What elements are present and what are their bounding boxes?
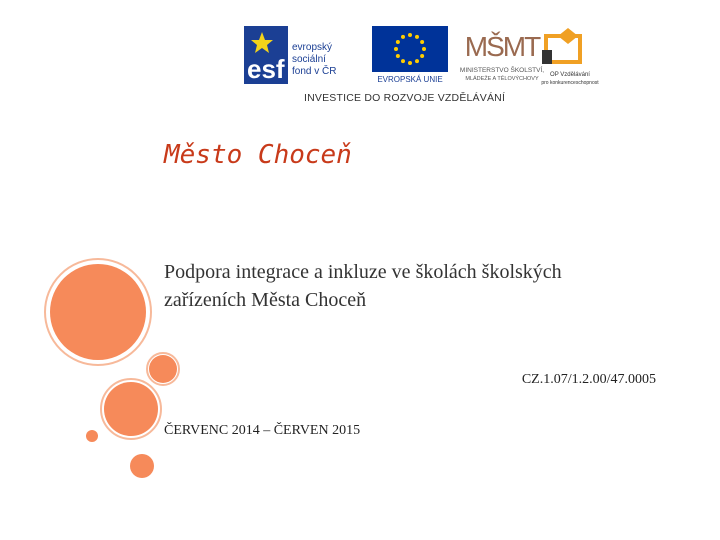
eu-star <box>408 33 412 37</box>
op-text-1: OP Vzdělávání <box>550 72 590 78</box>
eu-star <box>396 54 400 58</box>
esf-mark: esf <box>247 54 285 84</box>
logo-strip <box>240 20 600 110</box>
esf-text-3: fond v ČR <box>292 66 337 77</box>
decor-circle-tiny <box>86 430 98 442</box>
slide-subtitle: Podpora integrace a inkluze ve školách školských zařízeních Města Choceň <box>164 261 562 311</box>
decor-circle-lower <box>130 454 154 478</box>
project-period: ČERVENC 2014 – ČERVEN 2015 <box>164 423 361 438</box>
eu-star <box>420 54 424 58</box>
project-code: CZ.1.07/1.2.00/47.0005 <box>521 372 656 387</box>
decor-circle-small <box>149 355 177 383</box>
logo-caption: INVESTICE DO ROZVOJE VZDĚLÁVÁNÍ <box>304 92 506 104</box>
esf-text-1: evropský <box>292 42 333 53</box>
eu-star <box>396 40 400 44</box>
esf-text-2: sociální <box>292 54 326 65</box>
slide-title: Město Choceň <box>164 140 352 170</box>
decor-circle-medium <box>104 382 158 436</box>
eu-flag-logo-icon <box>368 26 452 84</box>
eu-star <box>394 47 398 51</box>
eu-star <box>415 59 419 63</box>
op-text-2: pro konkurenceschopnost <box>541 80 599 86</box>
eu-star <box>415 35 419 39</box>
decor-circle-large <box>50 264 146 360</box>
msmt-text-2: MLÁDEŽE A TĚLOVÝCHOVY <box>465 76 539 82</box>
msmt-text-1: MINISTERSTVO ŠKOLSTVÍ, <box>459 67 545 74</box>
eu-star <box>408 61 412 65</box>
msmt-mark: MŠMT <box>464 31 540 62</box>
esf-logo-icon <box>244 26 366 84</box>
op-vk-logo-icon <box>532 26 606 90</box>
eu-star <box>420 40 424 44</box>
eu-star <box>401 35 405 39</box>
eu-star <box>401 59 405 63</box>
eu-star <box>422 47 426 51</box>
eu-text: EVROPSKÁ UNIE <box>377 75 443 84</box>
